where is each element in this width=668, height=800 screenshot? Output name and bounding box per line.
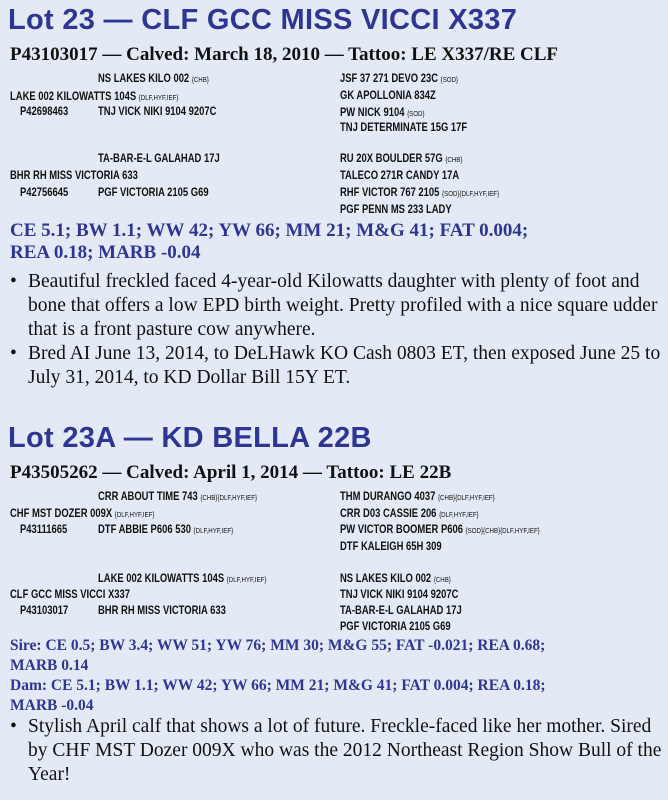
lot-23a-registration: P43505262 — Calved: April 1, 2014 — Tattoo: LE 22B xyxy=(10,462,452,483)
list-item: • Beautiful freckled faced 4-year-old Kilowatts daughter with plenty of foot and bone that offers a low EPD birth weight. Pretty profiled with a nice square udder that is a front pasture cow anywhere. xyxy=(10,271,658,340)
pedigree-ss-sire: JSF 37 271 DEVO 23C {SOD} xyxy=(340,73,459,85)
pedigree-ds-sire: RU 20X BOULDER 57G {CHB} xyxy=(340,153,463,165)
sire-epd-line-2: MARB 0.14 xyxy=(10,657,89,674)
pedigree-dam: CLF GCC MISS VICCI X337 xyxy=(10,589,131,601)
pedigree-sire-sire: NS LAKES KILO 002 {CHB} xyxy=(98,73,209,85)
pedigree-sire: CHF MST DOZER 009X {DLF,HYF,IEF} xyxy=(10,508,155,520)
pedigree-ss-dam: CRR D03 CASSIE 206 {DLF,HYF,IEF} xyxy=(340,508,479,520)
pedigree-dam-dam: BHR RH MISS VICTORIA 633 xyxy=(98,605,226,617)
pedigree-sire-dam: TNJ VICK NIKI 9104 9207C xyxy=(98,106,217,118)
pedigree-sire-sire: CRR ABOUT TIME 743 {CHB}{DLF,HYF,IEF} xyxy=(98,491,258,503)
lot-23-notes xyxy=(8,270,662,390)
bullet-icon: • xyxy=(10,716,17,737)
pedigree-dam-sire: LAKE 002 KILOWATTS 104S {DLF,HYF,IEF} xyxy=(98,573,267,585)
pedigree-dam-sire: TA-BAR-E-L GALAHAD 17J xyxy=(98,153,220,165)
pedigree-ds-dam: TALECO 271R CANDY 17A xyxy=(340,170,460,182)
list-item: • Stylish April calf that shows a lot of future. Freckle-faced like her mother. Sired by CHF MST Dozer 009X who was the 2012 Northeast Region Show Bull of the Year! xyxy=(10,716,662,785)
dam-epd-line-1: Dam: CE 5.1; BW 1.1; WW 42; YW 66; MM 21; M&G 41; FAT 0.004; REA 0.18; xyxy=(10,677,546,694)
pedigree-sd-sire: PW NICK 9104 {SOD} xyxy=(340,107,425,119)
pedigree-sd-dam: DTF KALEIGH 65H 309 xyxy=(340,541,442,553)
pedigree-ds-sire: NS LAKES KILO 002 {CHB} xyxy=(340,573,451,585)
epd-line-2: REA 0.18; MARB -0.04 xyxy=(10,242,201,263)
pedigree-sire-reg: P42698463 xyxy=(20,106,69,118)
pedigree-ds-dam: TNJ VICK NIKI 9104 9207C xyxy=(340,589,459,601)
pedigree-sd-dam: TNJ DETERMINATE 15G 17F xyxy=(340,122,468,134)
pedigree-dd-sire: RHF VICTOR 767 2105 {SOD}{DLF,HYF,IEF} xyxy=(340,187,500,199)
epd-line-1: CE 5.1; BW 1.1; WW 42; YW 66; MM 21; M&G 41; FAT 0.004; xyxy=(10,220,529,241)
bullet-icon: • xyxy=(10,343,17,364)
pedigree-sire-reg: P43111665 xyxy=(20,524,68,536)
lot-23-registration: P43103017 — Calved: March 18, 2010 — Tattoo: LE X337/RE CLF xyxy=(10,44,559,65)
lot-23a-sire-epd xyxy=(10,636,545,676)
lot-23a-dam-epd xyxy=(10,676,546,716)
pedigree-sire: LAKE 002 KILOWATTS 104S {DLF,HYF,IEF} xyxy=(10,91,179,103)
pedigree-dam: BHR RH MISS VICTORIA 633 xyxy=(10,170,138,182)
lot-23a-title: Lot 23A — KD BELLA 22B xyxy=(8,422,372,454)
sire-epd-line-1: Sire: CE 0.5; BW 3.4; WW 51; YW 76; MM 30; M&G 55; FAT -0.021; REA 0.68; xyxy=(10,637,546,654)
pedigree-dd-sire: TA-BAR-E-L GALAHAD 17J xyxy=(340,605,462,617)
pedigree-sire-dam: DTF ABBIE P606 530 {DLF,HYF,IEF} xyxy=(98,524,234,536)
pedigree-dam-reg: P42756645 xyxy=(20,187,69,199)
pedigree-sd-sire: PW VICTOR BOOMER P606 {SOD}{CHB}{DLF,HYF,IEF} xyxy=(340,524,540,536)
pedigree-dam-reg: P43103017 xyxy=(20,605,69,617)
bullet-icon: • xyxy=(10,271,17,292)
pedigree-dd-dam: PGF VICTORIA 2105 G69 xyxy=(340,621,451,633)
pedigree-dd-dam: PGF PENN MS 233 LADY xyxy=(340,204,452,216)
dam-epd-line-2: MARB -0.04 xyxy=(10,697,94,714)
lot-23-epd xyxy=(10,220,528,264)
pedigree-ss-sire: THM DURANGO 4037 {CHB}{DLF,HYF,IEF} xyxy=(340,491,495,503)
list-item: • Bred AI June 13, 2014, to DeLHawk KO Cash 0803 ET, then exposed June 25 to July 31, 2014, to KD Dollar Bill 15Y ET. xyxy=(10,343,661,388)
lot-23a-notes xyxy=(8,715,662,787)
pedigree-ss-dam: GK APOLLONIA 834Z xyxy=(340,90,436,102)
lot-23-title: Lot 23 — CLF GCC MISS VICCI X337 xyxy=(8,4,518,36)
pedigree-dam-dam: PGF VICTORIA 2105 G69 xyxy=(98,187,209,199)
